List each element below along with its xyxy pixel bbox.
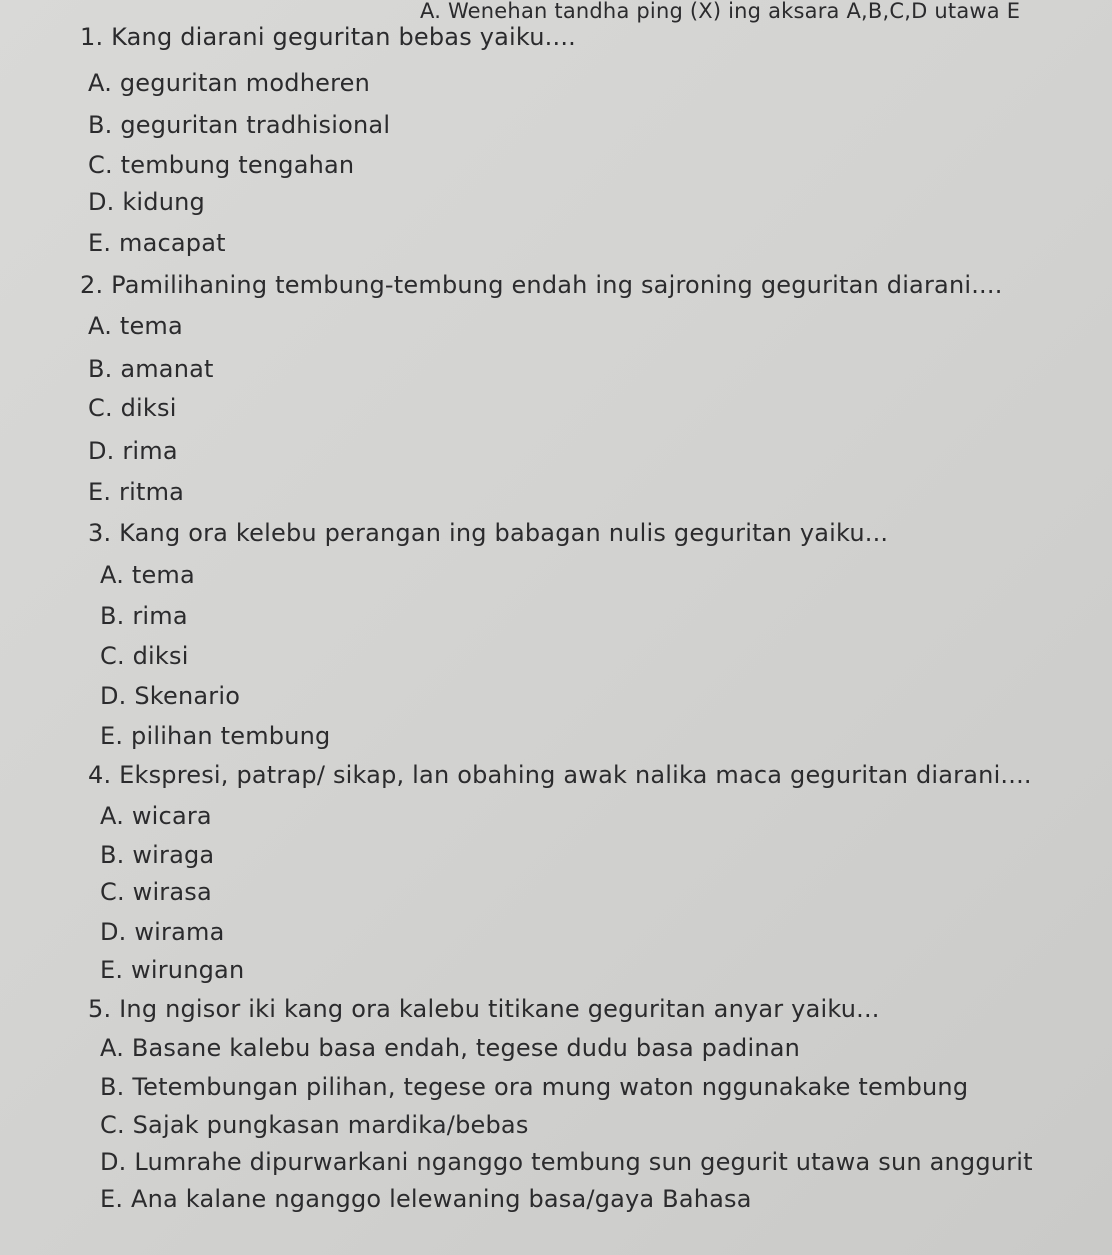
question-1-option-b: B. geguritan tradhisional bbox=[88, 111, 391, 139]
question-4-option-e: E. wirungan bbox=[100, 956, 245, 984]
question-3-option-e: E. pilihan tembung bbox=[100, 722, 331, 750]
instruction-line: A. Wenehan tandha ping (X) ing aksara A,B,C,D utawa E bbox=[420, 0, 1021, 23]
question-4-option-b: B. wiraga bbox=[100, 841, 215, 869]
question-1-option-e: E. macapat bbox=[88, 229, 226, 257]
question-4-option-d: D. wirama bbox=[100, 918, 225, 946]
question-5-option-b: B. Tetembungan pilihan, tegese ora mung waton nggunakake tembung bbox=[100, 1073, 969, 1101]
question-5: 5. Ing ngisor iki kang ora kalebu titikane geguritan anyar yaiku... bbox=[88, 995, 880, 1023]
question-3-option-d: D. Skenario bbox=[100, 682, 241, 710]
question-2-option-c: C. diksi bbox=[88, 394, 177, 422]
question-1-option-c: C. tembung tengahan bbox=[88, 151, 355, 179]
question-5-option-c: C. Sajak pungkasan mardika/bebas bbox=[100, 1111, 529, 1139]
question-3-option-c: C. diksi bbox=[100, 642, 189, 670]
question-3: 3. Kang ora kelebu perangan ing babagan nulis geguritan yaiku... bbox=[88, 519, 889, 547]
question-5-option-d: D. Lumrahe dipurwarkani nganggo tembung sun gegurit utawa sun anggurit bbox=[100, 1148, 1033, 1176]
question-5-option-e: E. Ana kalane nganggo lelewaning basa/gaya Bahasa bbox=[100, 1185, 752, 1213]
question-1-option-a: A. geguritan modheren bbox=[88, 69, 370, 97]
question-2-option-b: B. amanat bbox=[88, 355, 214, 383]
question-3-option-b: B. rima bbox=[100, 602, 188, 630]
question-1-option-d: D. kidung bbox=[88, 188, 205, 216]
question-4: 4. Ekspresi, patrap/ sikap, lan obahing awak nalika maca geguritan diarani.... bbox=[88, 761, 1032, 789]
question-3-option-a: A. tema bbox=[100, 561, 195, 589]
question-1: 1. Kang diarani geguritan bebas yaiku.... bbox=[80, 23, 576, 51]
question-2-option-a: A. tema bbox=[88, 312, 183, 340]
question-5-option-a: A. Basane kalebu basa endah, tegese dudu basa padinan bbox=[100, 1034, 801, 1062]
question-2-option-e: E. ritma bbox=[88, 478, 185, 506]
question-2: 2. Pamilihaning tembung-tembung endah ing sajroning geguritan diarani.... bbox=[80, 271, 1003, 299]
question-2-option-d: D. rima bbox=[88, 437, 178, 465]
question-4-option-c: C. wirasa bbox=[100, 878, 212, 906]
question-4-option-a: A. wicara bbox=[100, 802, 212, 830]
